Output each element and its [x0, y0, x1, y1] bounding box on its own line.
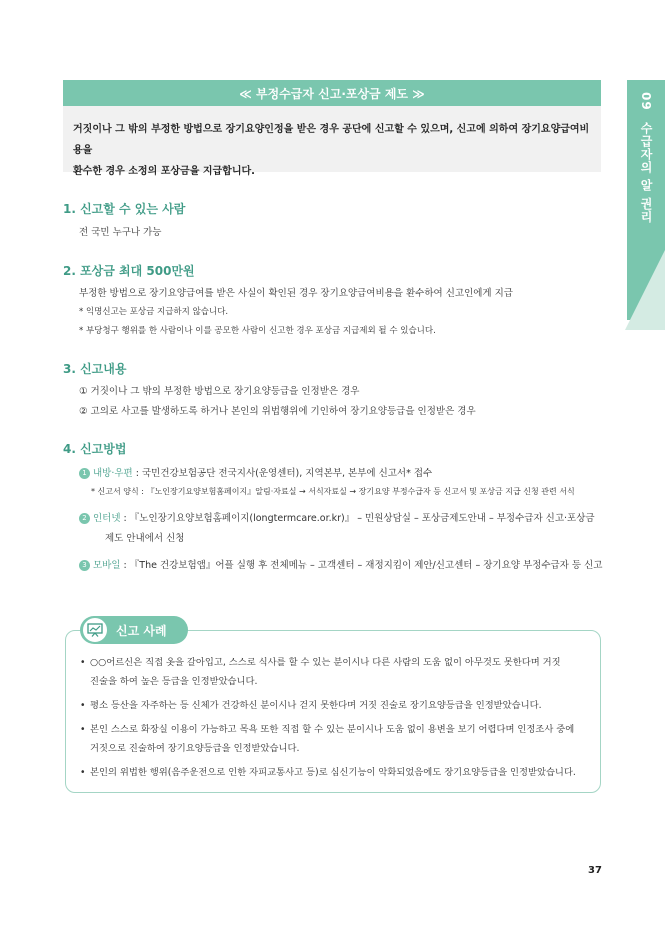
presentation-board-icon: [82, 617, 108, 643]
intro-box: [63, 106, 601, 177]
method-number-1: 1: [79, 468, 90, 479]
section-2-note-2: * 부당청구 행위를 한 사람이나 이를 공모한 사람이 신고한 경우 포상금 지급제외 될 수 있습니다.: [79, 326, 436, 336]
case-item-3-line-1: • 본인 스스로 화장실 이용이 가능하고 목욕 또한 직접 할 수 있는 분이시나 도움 없이 용변을 보기 어렵다며 인정조사 중에: [90, 724, 575, 735]
chapter-number: 09: [639, 92, 653, 111]
case-header: [80, 616, 188, 644]
section-4-title: 4. 신고방법: [63, 442, 127, 456]
method-visit-mail: [79, 465, 432, 479]
chapter-title: 수급자의 알 권리: [639, 121, 653, 224]
case-item-4: [80, 763, 595, 782]
method-text-3: : 『The 건강보험앱』어플 실행 후 전체메뉴 – 고객센터 – 재정지킴이 제안/신고센터 – 장기요양 부정수급자 등 신고: [120, 560, 603, 571]
case-item-4-line-1: • 본인의 위법한 행위(음주운전으로 인한 자피교통사고 등)로 심신기능이 악화되었음에도 장기요양등급을 인정받았습니다.: [90, 767, 576, 778]
method-key-2: 인터넷: [93, 513, 121, 524]
case-item-2: [80, 696, 595, 715]
method-internet: [79, 510, 595, 524]
intro-line-1: 거짓이나 그 밖의 부정한 방법으로 장기요양인정을 받은 경우 공단에 신고할 수 있으며, 신고에 의하여 장기요양급여비용을: [73, 124, 590, 156]
case-item-1: [80, 653, 595, 691]
method-mobile: [79, 557, 602, 571]
case-item-1-line-1: • ○○어르신은 직접 옷을 갈아입고, 스스로 식사를 할 수 있는 분이시나 다른 사람의 도움 없이 아무것도 못한다며 거짓: [90, 657, 561, 668]
case-item-3: [80, 720, 595, 758]
section-2-note-1: * 익명신고는 포상금 지급하지 않습니다.: [79, 307, 229, 317]
section-3-title: 3. 신고내용: [63, 362, 127, 376]
page-number: 37: [588, 865, 602, 876]
section-1-title: 1. 신고할 수 있는 사람: [63, 202, 186, 216]
method-1-note: * 신고서 양식 : 『노인장기요양보험홈페이지』알림·자료실 → 서식자료실 → 장기요양 부정수급자 등 신고서 및 포상금 지급 신청 관련 서식: [91, 487, 575, 496]
section-3-item-2: ② 고의로 사고를 발생하도록 하거나 본인의 위법행위에 기인하여 장기요양등급을 인정받은 경우: [79, 406, 476, 417]
method-key-3: 모바일: [93, 560, 121, 571]
method-text-1: : 국민건강보험공단 전국지사(운영센터), 지역본부, 본부에 신고서* 접수: [132, 468, 433, 479]
section-3-item-1: ① 거짓이나 그 밖의 부정한 방법으로 장기요양등급을 인정받은 경우: [79, 386, 360, 397]
section-1-body: 전 국민 누구나 가능: [79, 227, 162, 238]
method-number-2: 2: [79, 513, 90, 524]
method-text-2-cont: 제도 안내에서 신청: [105, 533, 185, 544]
section-2-body: 부정한 방법으로 장기요양급여를 받은 사실이 확인된 경우 장기요양급여비용을 환수하여 신고인에게 지급: [79, 288, 513, 299]
side-chapter-label: [638, 92, 655, 223]
case-item-1-line-2: 진술을 하여 높은 등급을 인정받았습니다.: [90, 676, 258, 687]
section-2-title: 2. 포상금 최대 500만원: [63, 264, 195, 278]
method-number-3: 3: [79, 560, 90, 571]
method-key-1: 내방·우편: [93, 468, 133, 479]
case-item-2-line-1: • 평소 등산을 자주하는 등 신체가 건강하신 분이시나 걷지 못한다며 거짓 진술로 장기요양등급을 인정받았습니다.: [90, 700, 542, 711]
side-tab-corner: [625, 250, 665, 330]
page-title: ≪ 부정수급자 신고·포상금 제도 ≫: [63, 80, 601, 106]
case-title: 신고 사례: [116, 623, 167, 638]
method-text-2: : 『노인장기요양보험홈페이지(longtermcare.or.kr)』 – 민원상담실 – 포상금제도안내 – 부정수급자 신고·포상금: [120, 513, 595, 524]
intro-line-2: 환수한 경우 소정의 포상금을 지급합니다.: [73, 166, 255, 177]
case-item-3-line-2: 거짓으로 진술하여 장기요양등급을 인정받았습니다.: [90, 743, 300, 754]
